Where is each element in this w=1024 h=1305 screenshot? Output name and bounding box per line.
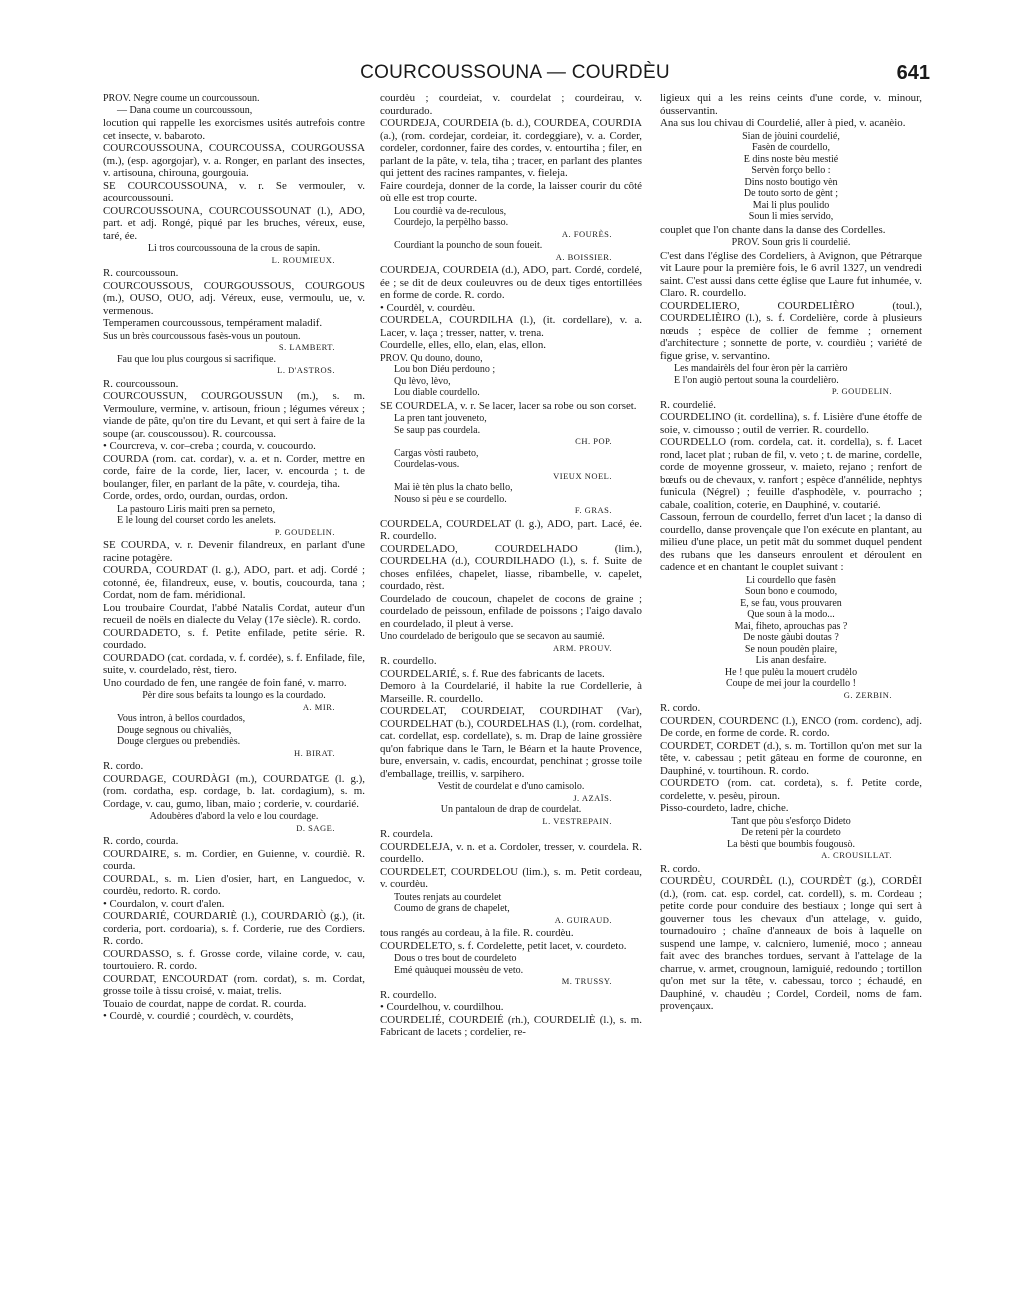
dictionary-entry: Demoro à la Courdelarié, il habite la rue Cordellerie, à Marseille. R. courdello. — [380, 680, 642, 705]
quotation-block — [103, 243, 365, 266]
dictionary-entry: R. courdello. — [380, 655, 437, 667]
quotation-block — [380, 206, 642, 264]
quotation-line: Courdiant la pouncho de soun foueit. — [394, 240, 543, 251]
dictionary-entry: R. courdela. — [380, 828, 433, 840]
dictionary-entry: COURDA (rom. cat. cordar), v. a. et n. Corder, mettre en corde, faire de la corde, lier, lacer, v. encourda ; t. de boulanger, filer, en parlant de la pâte, v. courdeja, tiha. — [103, 452, 365, 490]
quotation-line: Cargas vòsti raubeto, — [394, 447, 479, 459]
dictionary-entry: COURDEJA, COURDEIA (b. d.), COURDEA, COURDIA (a.), (rom. cordejar, cordeiar, it. cordeggiare), v. a. Corder, cordeler, cordonner, faire des cordes, v. entourtiha ; filer, en parlant de la pâte, v. tela, tiha ; tracer, en parlant des plantes qui jettent des racines rampantes, v. fieleja. — [380, 117, 642, 179]
quotation-line: E dins noste bèu mestié — [743, 153, 839, 165]
quotation-line: PROV. Soun gris li courdelié. — [731, 237, 851, 248]
quotation-line: E le loung del courset cordo les anelets. — [117, 515, 276, 526]
dictionary-entry: COURDELLO (rom. cordela, cat. it. cordella), s. f. Lacet rond, lacet plat ; ruban de fil, v. veto ; t. de marine, cordelle, corde de moyenne grosseur, v. maieto, rejano ; renfort de bœufs ou de chevaux, v. ranfort ; espèce d'annélide, nephtys funicula (Négrel) ; feuille d'asphodèle, v. pourracho ; cabale, coalition, coterie, en Dauphiné, v. coutarié. — [660, 436, 922, 511]
quotation-line: La pren tant jouveneto, — [394, 413, 487, 424]
dictionary-entry: • Courdèl, v. courdèu. — [380, 301, 476, 314]
quotation-line: Tant que pòu s'esforço Dideto — [731, 815, 851, 827]
quotation-line: Pèr dire sous befaits ta loungo es la courdado. — [142, 690, 326, 701]
quotation-line: Uno courdelado de berigoulo que se secavon au saumié. — [380, 631, 605, 642]
dictionary-entry: COURDAT, ENCOURDAT (rom. cordat), s. m. Cordat, grosse toile à tissu croisé, v. maiat, trelis. — [103, 972, 365, 997]
dictionary-entry: R. courcoussoun. — [103, 377, 179, 390]
quotation-block — [380, 353, 642, 399]
dictionary-entry: • Courdelhou, v. courdilhou. — [380, 1001, 504, 1013]
quotation-author: L. ROUMIEUX. — [271, 254, 335, 265]
dictionary-entry: SE COURCOUSSOUNA, v. r. Se vermouler, v. acourcoussouni. — [103, 179, 365, 204]
dictionary-entry: COURCOUSSOUNA, COURCOUSSOUNAT (l.), ADO, part. et adj. Rongé, piqué par les bruches, véreux, euse, taré, ée. — [103, 204, 365, 242]
quotation-author: A. BOISSIER. — [555, 251, 612, 262]
dictionary-entry: • Courdè, v. courdié ; courdèch, v. courdèts, — [103, 1010, 294, 1022]
quotation-block — [660, 363, 922, 398]
dictionary-entry: Touaio de courdat, nappe de cordat. R. courda. — [103, 997, 307, 1010]
dictionary-entry: COURDARIÉ, COURDARIÈ (l.), COURDARIÒ (g.), (it. corderia, port. cordoaria), s. f. Corderie, rue des Cordiers. R. cordo. — [103, 910, 365, 947]
dictionary-entry: COURCOUSSOUNA, COURCOUSSA, COURGOUSSA (m.), (esp. agorgojar), v. a. Ronger, en parlant des insectes, v. artisouna, chirouna, gourgouia. — [103, 142, 365, 179]
quotation-line: Courdelas-vous. — [394, 459, 460, 470]
dictionary-entry: • Courcreva, v. cor–creba ; courda, v. coucourdo. — [103, 440, 316, 452]
quotation-block — [380, 892, 642, 927]
dictionary-entry: COURDELIERO, COURDELIÈRO (toul.), COURDELIÈIRO (l.), s. f. Cordelière, corde à plusieurs nœuds ; espèce de collier de femme ; ornement d'architecture ; sonnette de porte, v. courdièu ; variété de figue grise, v. servantino. — [660, 299, 922, 362]
quotation-line: Que soun à la modo... — [747, 609, 835, 620]
dictionary-entry: C'est dans l'église des Cordeliers, à Avignon, que Pétrarque vit Laure pour la première fois, le 6 avril 1327, un vendredi saint. C'est aussi dans cette église que Laure fut inhumée, v. Claro. R. courdello. — [660, 249, 922, 299]
quotation-line: Lou diable courdello. — [394, 387, 480, 398]
quotation-line: Fau que lou plus courgous si sacrifique. — [117, 353, 276, 365]
quotation-line: Sian de jòuini courdelié, — [742, 130, 840, 142]
dictionary-entry: COURDELEJA, v. n. et a. Cordoler, tresser, v. courdela. R. courdello. — [380, 840, 642, 865]
quotation-line: Vous intron, à bellos courdados, — [117, 713, 246, 724]
column-right — [660, 92, 922, 1013]
quotation-block — [380, 953, 642, 988]
dictionary-entry: COURDEN, COURDENC (l.), ENCO (rom. cordenc), adj. De corde, en forme de corde. R. cordo. — [660, 714, 922, 739]
dictionary-entry: Courdelle, elles, ello, elan, elas, ellon. — [380, 339, 547, 351]
dictionary-entry: tous rangés au cordeau, à la file. R. courdèu. — [380, 927, 574, 939]
quotation-author: S. LAMBERT. — [278, 342, 335, 352]
quotation-author: G. ZERBIN. — [843, 689, 892, 700]
quotation-block — [380, 631, 642, 654]
dictionary-entry: COURDETO (rom. cat. cordeta), s. f. Petite corde, cordelette, v. pesèu, piroun. — [660, 777, 922, 802]
dictionary-entry: Temperamen courcoussous, tempérament maladif. — [103, 317, 323, 329]
dictionary-entry: Ana sus lou chivau di Courdelié, aller à pied, v. acanèio. — [660, 117, 906, 129]
quotation-line: Se saup pas courdela. — [394, 424, 481, 436]
page-number: 641 — [896, 62, 930, 84]
dictionary-entry: COURDA, COURDAT (l. g.), ADO, part. et adj. Cordé ; cotonné, ée, filandreux, euse, v. boutis, coucourda, tana ; Cordat, nom de fam. méridional. — [103, 564, 365, 601]
dictionary-entry: Lou troubaire Courdat, l'abbé Natalis Cordat, auteur d'un recueil de noëls en dialecte du Velay (17e siècle). R. cordo. — [103, 601, 365, 626]
quotation-line: Coupe de mei jour la courdello ! — [726, 678, 856, 689]
quotation-line: Dous o tres bout de courdeleto — [394, 953, 517, 964]
dictionary-entry: ligieux qui a les reins ceints d'une corde, v. minour, óusservantin. — [660, 92, 922, 117]
dictionary-entry: COURDAL, s. m. Lien d'osier, hart, en Languedoc, v. courdèu, redorto. R. cordo. — [103, 872, 365, 897]
quotation-block — [103, 811, 365, 834]
quotation-line: Se noun poudèn plaire, — [744, 643, 838, 655]
quotation-line: Mai iè tèn plus la chato bello, — [394, 482, 513, 493]
dictionary-entry: couplet que l'on chante dans la danse des Cordelles. — [660, 223, 886, 236]
dictionary-entry: COURDELADO, COURDELHADO (lim.), COURDELHA (d.), COURDILHADO (l.), s. f. Suite de choses enfilées, chapelet, liasse, ribambelle, v. capelet, courdado, rèst. — [380, 542, 642, 592]
quotation-line: Soun li mies servido, — [748, 211, 834, 222]
quotation-block — [380, 413, 642, 517]
quotation-line: Qu lèvo, lèvo, — [394, 375, 451, 387]
dictionary-entry: Pisso-courdeto, ladre, chiche. — [660, 802, 789, 814]
quotation-line: Soun bono e coumodo, — [744, 586, 838, 597]
quotation-line: Servèn forço bello : — [751, 165, 831, 176]
quotation-author: A. CROUSILLAT. — [821, 850, 892, 860]
quotation-block — [103, 504, 365, 539]
quotation-line: Courdejo, la perpèlho basso. — [394, 217, 509, 228]
dictionary-entry: COURCOUSSOUS, COURGOUSSOUS, COURGOUS (m.), OUSO, OUO, adj. Véreux, euse, vermoulu, ue, v. vermenous. — [103, 279, 365, 317]
dictionary-entry: • Courdalon, v. court d'alen. — [103, 897, 225, 910]
dictionary-entry: COURDADETO, s. f. Petite enfilade, petite série. R. courdado. — [103, 626, 365, 651]
dictionary-entry: R. cordo, courda. — [103, 835, 179, 847]
quotation-author: VIEUX NOEL. — [553, 470, 612, 481]
quotation-author: H. BIRAT. — [294, 747, 335, 758]
quotation-line: Douge clergues ou prebendiès. — [117, 736, 241, 747]
dictionary-entry: COURDET, CORDET (d.), s. m. Tortillon qu'on met sur la tête, v. cabessau ; petit gâteau en forme de couronne, en Dauphiné, v. tourtihoun. R. cordo. — [660, 739, 922, 777]
dictionary-entry: R. courdello. — [380, 988, 437, 1001]
dictionary-entry: COURDELA, COURDELAT (l. g.), ADO, part. Lacé, ée. R. courdello. — [380, 517, 642, 542]
dictionary-entry: R. courdelié. — [660, 398, 716, 411]
quotation-line: Li tros courcoussouna de la crous de sapin. — [147, 243, 321, 254]
dictionary-entry: R. cordo. — [660, 702, 701, 714]
dictionary-entry: COURDAGE, COURDÀGI (m.), COURDATGE (l. g.), (rom. cordatha, esp. cordage, b. lat. cordagium), s. m. Cordage, v. cau, gumo, liban, maio ; corderie, v. courdarié. — [103, 772, 365, 810]
dictionary-entry: COURDELIÉ, COURDEIÉ (rh.), COURDELIÈ (l.), s. m. Fabricant de lacets ; cordelier, re- — [380, 1013, 642, 1038]
quotation-line: PROV. Negre coume un courcoussoun. — [103, 93, 260, 104]
quotation-line: E, se fau, vous prouvaren — [740, 597, 842, 609]
quotation-line: De touto sorto de gènt ; — [743, 188, 839, 199]
dictionary-entry: COURDADO (cat. cordada, v. f. cordée), s. f. Enfilade, file, suite, v. courdelado, rèst, tiero. — [103, 651, 365, 676]
dictionary-entry: R. cordo. — [660, 862, 701, 875]
quotation-line: Sus un brès courcoussous fasès-vous un poutoun. — [103, 330, 301, 342]
quotation-block — [103, 690, 365, 759]
quotation-line: Lou courdiè va de-reculous, — [394, 205, 507, 217]
quotation-line: PROV. Qu douno, douno, — [380, 352, 483, 364]
dictionary-entry: Courdelado de coucoun, chapelet de cocons de graine ; courdelado de peissoun, enfilade de poissons ; l'aigo davalo en courdelado, il pleut à verse. — [380, 592, 642, 630]
quotation-block — [660, 237, 922, 249]
dictionary-entry: courdèu ; courdeiat, v. courdelat ; courdeirau, v. courdurado. — [380, 92, 642, 117]
quotation-author: P. GOUDELIN. — [831, 386, 892, 396]
quotation-author: A. FOURÈS. — [561, 228, 612, 239]
dictionary-entry: R. cordo. — [103, 760, 144, 772]
quotation-block — [103, 331, 365, 377]
quotation-line: He ! que pulèu la mouert crudèlo — [724, 666, 858, 678]
running-title: COURCOUSSOUNA — COURDÈU — [360, 62, 670, 83]
quotation-line: Adoubères d'abord la velo e lou courdage. — [149, 811, 319, 822]
quotation-author: P. GOUDELIN. — [274, 526, 335, 537]
quotation-author: F. GRAS. — [574, 505, 612, 515]
quotation-author: L. D'ASTROS. — [277, 365, 335, 375]
quotation-block — [103, 93, 365, 116]
quotation-block — [660, 131, 922, 223]
dictionary-entry: COURDELAT, COURDEIAT, COURDIHAT (Var), COURDELHAT (b.), COURDELHAS (l.), (rom. cordelhat, cat. cordellat, esp. cordellate), s. m. Drap de laine grossière qu'on fabrique dans le Tarn, le Béarn et la haute Provence, bure, enversain, v. cadis, encourdat, penchinat ; grosse toile d'emballage, treillis, v. sarpihero. — [380, 705, 642, 780]
quotation-line: De reteni pèr la courdeto — [741, 827, 841, 838]
quotation-line: De noste gàubi doutas ? — [743, 632, 839, 643]
quotation-line: Mai, fiheto, aprouchas pas ? — [734, 620, 848, 632]
dictionary-entry: COURCOUSSUN, COURGOUSSUN (m.), s. m. Vermoulure, vermine, v. artisoun, frioun ; légumes véreux ; viande de pâte, qu'on tire du Levant, et qui sert à faire de la soupe (ar. couscoussou). R. courcoussa. — [103, 390, 365, 440]
dictionary-entry: COURDEJA, COURDEIA (d.), ADO, part. Cordé, cordelé, ée ; se dit de deux couleuvres ou de deux tiges entortillées en forme de corde. R. cordo. — [380, 264, 642, 301]
dictionary-entry: Corde, ordes, ordo, ourdan, ourdas, ordon. — [103, 490, 288, 502]
quotation-line: — Dana coume un courcoussoun, — [117, 104, 253, 116]
quotation-line: Lou bon Diéu perdouno ; — [394, 364, 496, 375]
dictionary-entry: COURDELA, COURDILHA (l.), (it. cordellare), v. a. Lacer, v. laça ; tresser, natter, v. trena. — [380, 314, 642, 339]
quotation-author: A. GUIRAUD. — [554, 914, 612, 925]
quotation-block — [380, 781, 642, 827]
quotation-author: A. MIR. — [302, 701, 335, 712]
dictionary-entry: COURDAIRE, s. m. Cordier, en Guienne, v. courdiè. R. courda. — [103, 847, 365, 872]
quotation-line: Emé quàuquei moussèu de veto. — [394, 964, 524, 976]
quotation-author: D. SAGE. — [296, 822, 335, 833]
dictionary-entry: COURDÈU, COURDÈL (l.), COURDÈT (g.), CORDÈI (d.), (rom. cat. esp. cordel, cat. cordell), s. m. Cordeau ; petite corde pour conduire des bestiaux ; longe qui sert à gouverner tous les chevaux d'un attelage, v. guido, tournadouiro ; chaîne d'anneaux de bois à laquelle on suspend une lampe, v. calcniero, lumenié, moco ; anneau fait avec des branches tordues, servant à l'attelage de la charrue, v. armet, crougnoun, lamiguié, redoundo ; tortillon qu'on met sur la tête, v. cabessau, torco ; échaudé, en Dauphiné, v. chaudèu ; Cordel, Cordeil, noms de fam. provençaux. — [660, 875, 922, 1012]
quotation-author: CH. POP. — [575, 436, 612, 446]
quotation-author: L. VESTREPAIN. — [542, 815, 612, 826]
dictionary-entry: COURDELET, COURDELOU (lim.), s. m. Petit cordeau, v. courdèu. — [380, 865, 642, 890]
quotation-line: Dins nosto boutigo vèn — [744, 176, 838, 188]
quotation-line: Coumo de grans de chapelet, — [394, 903, 510, 914]
page-header — [100, 62, 930, 88]
dictionary-entry: SE COURDELA, v. r. Se lacer, lacer sa robe ou son corset. — [380, 399, 637, 412]
dictionary-entry: Faire courdeja, donner de la corde, la laisser courir du côté où elle est trop courte. — [380, 179, 642, 204]
quotation-line: Douge segnous ou chivaliès, — [117, 724, 232, 736]
quotation-line: La bèsti que boumbis fougousò. — [726, 838, 856, 850]
dictionary-entry: COURDELINO (it. cordellina), s. f. Lisière d'une étoffe de soie, v. cimousso ; outil de verrier. R. courdello. — [660, 411, 922, 436]
dictionary-entry: Cassoun, ferroun de courdello, ferret d'un lacet ; la danso di courdello, danse provençale que l'on exécute en plantant, au milieu d'une place, un petit mât du sommet duquel pendent des rubans que les danseurs enroulent et déroulent en cadence et en chantant le couplet suivant : — [660, 511, 922, 573]
dictionary-entry: COURDASSO, s. f. Grosse corde, vilaine corde, v. cau, tourtouiero. R. cordo. — [103, 947, 365, 972]
dictionary-entry: Uno courdado de fen, une rangée de foin fané, v. marro. — [103, 676, 347, 689]
dictionary-entry: COURDELETO, s. f. Cordelette, petit lacet, v. courdeto. — [380, 939, 627, 952]
quotation-line: Lis anan desfaire. — [755, 655, 827, 666]
quotation-line: La pastouro Liris maiti pren sa perneto, — [117, 503, 276, 515]
quotation-line: Fasèn de courdello, — [751, 142, 831, 153]
dictionary-entry: R. courcoussoun. — [103, 267, 179, 279]
quotation-line: Vestit de courdelat e d'uno camisolo. — [437, 781, 585, 792]
dictionary-entry: SE COURDA, v. r. Devenir filandreux, en parlant d'une racine potagère. — [103, 539, 365, 564]
quotation-line: Les mandairèls del four èron pèr la carrièro — [674, 363, 848, 374]
dictionary-entry: locution qui rappelle les exorcismes usités autrefois contre cet insecte, v. babaroto. — [103, 117, 365, 142]
quotation-line: Mai li plus poulido — [752, 199, 830, 211]
column-middle — [380, 92, 642, 1039]
quotation-line: Toutes renjats au courdelet — [394, 891, 502, 903]
quotation-line: E l'on augiò pertout souna la courdelièro. — [674, 374, 839, 386]
quotation-author: ARM. PROUV. — [553, 642, 612, 653]
quotation-line: Li courdello que fasèn — [746, 574, 836, 586]
quotation-author: J. AZAÏS. — [573, 792, 612, 803]
quotation-block — [660, 575, 922, 702]
quotation-line: Nouso si pèu e se courdello. — [394, 493, 507, 505]
quotation-line: Un pantaloun de drap de courdelat. — [440, 804, 582, 815]
quotation-block — [660, 816, 922, 862]
quotation-author: M. TRUSSY. — [561, 976, 612, 986]
dictionary-entry: COURDELARIÉ, s. f. Rue des fabricants de lacets. — [380, 667, 605, 680]
column-left — [103, 92, 365, 1023]
